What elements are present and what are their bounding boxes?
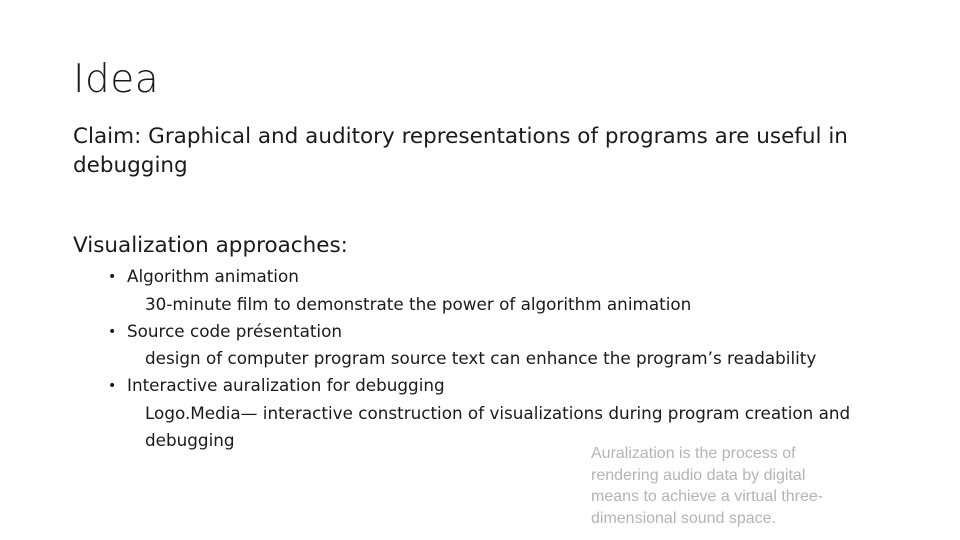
item-detail: 30-minute film to demonstrate the power of algorithm animation [145, 293, 692, 314]
approach-list [108, 263, 868, 454]
claim-text: Claim: Graphical and auditory representations of programs are useful in debugging [73, 124, 848, 178]
item-label: Interactive auralization for debugging [127, 375, 445, 396]
auralization-note: Auralization is the process of rendering audio data by digital means to achieve a virtual three-dimensional sound space. [591, 445, 824, 527]
item-label: Source code présentation [127, 320, 342, 341]
bullet-icon: • [108, 323, 117, 340]
bullet-row [108, 263, 868, 291]
item-detail: Logo.Media— interactive construction of visualizations during program creation and debugging [145, 402, 851, 450]
item-detail: design of computer program source text can enhance the program’s readability [145, 348, 817, 369]
item-label: Algorithm animation [127, 266, 299, 286]
visualization-heading: Visualization approaches: [73, 233, 348, 258]
list-item [108, 372, 868, 453]
list-item [108, 318, 868, 373]
slide-title: Idea [73, 57, 160, 102]
bullet-icon: • [108, 378, 117, 395]
bullet-icon: • [108, 269, 117, 285]
bullet-row [108, 372, 868, 400]
list-item [108, 263, 868, 318]
bullet-row [108, 318, 868, 346]
